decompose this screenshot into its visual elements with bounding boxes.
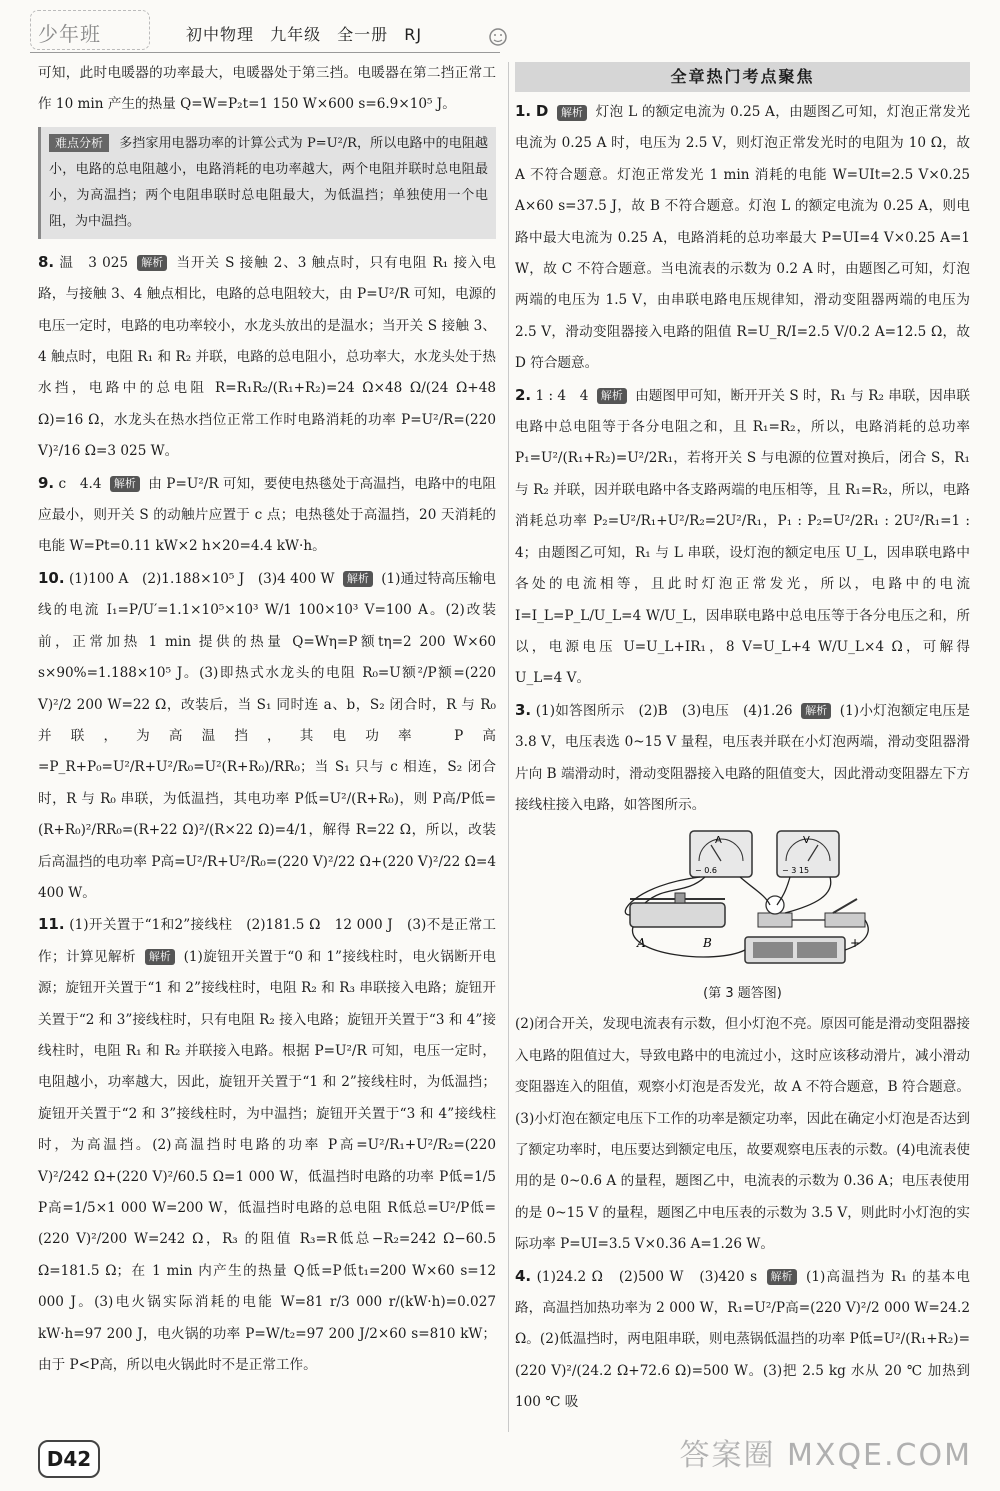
answer-value: (1)24.2 Ω (2)500 W (3)420 s bbox=[536, 1268, 758, 1285]
analysis-tag: 解析 bbox=[137, 255, 167, 271]
svg-text:A: A bbox=[715, 835, 722, 847]
analysis-text: 由题图甲可知，断开开关 S 时，R₁ 与 R₂ 串联，因串联电路中总电阻等于各分电阻之和，且 R₁=R₂，所以，电路消耗的总功率 P₁=U²/(R₁+R₂)=U²/2R₁，若将开关 S 与电源的位置对换后，闭合 S，R₁ 与 R₂ 并联，因并联电路中各支路两端的电压相等，且 R₁=R₂，所以，电路消耗总功率 P₂=U²/R₁+U²/R₂=2U²/R₁，P₁ : P₂=U²/2R₁ : 2U²/R₁=1 : 4；由题图乙可知，R₁ 与 L 串联，设灯泡的额定电压 U_L，因串联电路中各处的电流相等，且此时灯泡正常发光，所以，电路中的电流 I=I_L=P_L/U_L=4 W/U_L，因串联电路中总电压等于各分电压之和，所以，电源电压 U=U_L+IR₁，8 V=U_L+4 W/U_L×4 Ω，可解得 U_L=4 V。 bbox=[515, 387, 970, 687]
answer-3 bbox=[515, 695, 970, 822]
svg-text:+: + bbox=[850, 936, 861, 951]
analysis-text: (1)通过特高压输电线的电流 I₁=P/U′=1.1×10⁵×10³ W/1 100×10³ V=100 A。(2)改装前，正常加热 1 min 提供的热量 Q=Wη=P额tη=2 200 W×60 s×90%=1.188×10⁵ J。(3)即热式水龙头的电阻 R₀=U额²/P额=(220 V)²/2 200 W=22 Ω，改装后，当 S₁ 同时连 a、b，S₂ 闭合时，R 与 R₀ 并联，为高温挡，其电功率 P高=P_R+P₀=U²/R+U²/R₀=U²(R+R₀)/RR₀；当 S₁ 只与 c 相连，S₂ 闭合时，R 与 R₀ 串联，为低温挡，其电功率 P低=U²/(R+R₀)，则 P高/P低=(R+R₀)²/RR₀=(R+22 Ω)²/(R×22 Ω)=4/1，解得 R=22 Ω，所以，改装后高温挡的电功率 P高=U²/R+U²/R₀=(220 V)²/22 Ω+(220 V)²/22 Ω=4 400 W。 bbox=[38, 570, 496, 901]
analysis-tag: 解析 bbox=[767, 1269, 797, 1285]
answer-value: (1)100 A (2)1.188×10⁵ J (3)4 400 W bbox=[68, 570, 335, 587]
question-number: 2. bbox=[515, 385, 532, 404]
answer-value: 1 : 4 4 bbox=[535, 387, 589, 404]
svg-text:− 3 15: − 3 15 bbox=[782, 866, 810, 876]
question-number: 9. bbox=[38, 473, 55, 492]
analysis-text: (1)旋钮开关置于“0 和 1”接线柱时，电火锅断开电源；旋钮开关置于“1 和 2”接线柱时，电阻 R₂ 和 R₃ 串联接入电路；旋钮开关置于“2 和 3”接线柱时，只有电阻 R₂ 接入电路；旋钮开关置于“3 和 4”接线柱时，电阻 R₁ 和 R₂ 并联接入电路。根据 P=U²/R 可知，电压一定时，电阻越小，功率越大，因此，旋钮开关置于“1 和 2”接线柱时，为低温挡；旋钮开关置于“2 和 3”接线柱时，为中温挡；旋钮开关置于“3 和 4”接线柱时，为高温挡。(2)高温挡时电路的功率 P高=U²/R₁+U²/R₂=(220 V)²/242 Ω+(220 V)²/60.5 Ω=1 000 W，低温挡时电路的功率 P低=1/5 P高=1/5×1 000 W=200 W，低温挡时电路的总电阻 R低总=U²/P低=(220 V)²/200 W=242 Ω，R₃ 的阻值 R₃=R低总−R₂=242 Ω−60.5 Ω=181.5 Ω；在 1 min 内产生的热量 Q低=P低t₁=200 W×60 s=12 000 J。(3)电火锅实际消耗的电能 W=81 r/3 000 r/(kW·h)=0.027 kW·h=97 200 J，电火锅的功率 P=W/t₂=97 200 J/2×60 s=810 kW；由于 P<P高，所以电火锅此时不是正常工作。 bbox=[38, 948, 497, 1374]
brand-logo: 少年班 bbox=[38, 22, 101, 46]
svg-text:V: V bbox=[803, 835, 810, 847]
header-rule bbox=[30, 52, 500, 53]
analysis-text: (1)高温挡为 R₁ 的基本电路，高温挡加热功率为 2 000 W，R₁=U²/P高=(220 V)²/2 000 W=24.2 Ω。(2)低温挡时，两电阻串联，则电蒸锅低温挡的功率 P低=U²/(R₁+R₂)=(220 V)²/(24.2 Ω+72.6 Ω)=500 W。(3)把 2.5 kg 水从 20 ℃ 加热到 100 ℃ 吸 bbox=[515, 1268, 970, 1411]
analysis-tag: 解析 bbox=[801, 703, 831, 719]
answer-value: (1)开关置于“1和2”接线柱 (2)181.5 Ω 12 000 J (3)不是正常工作；计算见解析 bbox=[38, 917, 497, 965]
switch-icon bbox=[825, 899, 865, 927]
answer-value: 温 3 025 bbox=[59, 254, 129, 271]
analysis-tag: 解析 bbox=[145, 949, 175, 965]
question-number: 10. bbox=[38, 568, 65, 587]
answer-3-continued: (2)闭合开关，发现电流表有示数，但小灯泡不亮。原因可能是滑动变阻器接入电路的阻值过大，导致电路中的电流过小，这时应该移动滑片，减小滑动变阻器连入的阻值，观察小灯泡是否发光，故 A 不符合题意，B 符合题意。(3)小灯泡在额定电压下工作的功率是额定功率，因此在确定小灯泡是否达到了额定功率时，电压要达到额定电压，故要观察电压表的示数。(4)电流表使用的是 0~0.6 A 的量程，题图乙中，电流表的示数为 0.36 A；电压表使用的是 0~15 V 的量程，题图乙中电压表的示数为 3.5 V，则此时小灯泡的实际功率 P=UI=3.5 V×0.36 A=1.26 W。 bbox=[515, 1016, 970, 1253]
battery-icon bbox=[745, 936, 860, 963]
left-column bbox=[38, 58, 496, 1381]
answer-4 bbox=[515, 1261, 970, 1419]
question-number: 8. bbox=[38, 252, 55, 271]
watermark: 答案圈 MXQE.COM bbox=[679, 1438, 972, 1473]
mascot-icon bbox=[478, 24, 518, 50]
analysis-tag: 解析 bbox=[557, 105, 587, 121]
analysis-tag: 解析 bbox=[110, 476, 140, 492]
analysis-text: 灯泡 L 的额定电流为 0.25 A，由题图乙可知，灯泡正常发光电流为 0.25 A 时，电压为 2.5 V，则灯泡正常发光时的电阻为 10 Ω，故 A 不符合题意。灯泡正常发光 1 min 消耗的电能 W=UIt=2.5 V×0.25 A×60 s=37.5 J，故 B 不符合题意。灯泡 L 的额定电流为 0.25 A，则电路中最大电流为 0.25 A，电路消耗的总功率最大 P=UI=4 V×0.25 A=1 W，故 C 不符合题意。当电流表的示数为 0.2 A 时，由题图乙可知，灯泡两端的电压为 1.5 V，由串联电路电压规律知，滑动变阻器两端的电压为 2.5 V，滑动变阻器接入电路的阻值 R=U_R/I=2.5 V/0.2 A=12.5 Ω，故 D 符合题意。 bbox=[515, 104, 970, 372]
svg-text:B: B bbox=[703, 936, 712, 951]
page-number: D42 bbox=[38, 1440, 100, 1478]
circuit-diagram bbox=[515, 825, 970, 985]
note-text: 多挡家用电器功率的计算公式为 P=U²/R，所以电路中的电阻越小，电路的总电阻越小，电路消耗的电功率越大，两个电阻并联时总电阻最小，为高温挡；两个电阻串联时总电阻最大，为低温挡；单独使用一个电阻，为中温挡。 bbox=[49, 135, 489, 229]
book-info: 初中物理 九年级 全一册 RJ bbox=[186, 25, 423, 44]
question-number: 3. bbox=[515, 700, 532, 719]
analysis-text: 由 P=U²/R 可知，要使电热毯处于高温挡，电路中的电阻应最小，则开关 S 的动触片应置于 c 点；电热毯处于高温挡，20 天消耗的电能 W=Pt=0.11 kW×2 h×20=4.4 kW·h。 bbox=[38, 475, 496, 555]
page-header bbox=[0, 0, 1000, 56]
question-number: 11. bbox=[38, 915, 65, 934]
bulb-icon bbox=[758, 896, 792, 927]
column-divider bbox=[508, 62, 509, 1432]
question-number: 1. bbox=[515, 102, 532, 120]
analysis-text: (1)小灯泡额定电压是 3.8 V，电压表选 0~15 V 量程，电压表并联在小灯泡两端，滑动变阻器滑片向 B 端滑动时，滑动变阻器接入电路的阻值变大，因此滑动变阻器左下方接线柱接入电路，如答图所示。 bbox=[515, 702, 971, 813]
figure-caption: (第 3 题答图) bbox=[703, 986, 782, 1002]
answer-value: c 4.4 bbox=[58, 475, 102, 492]
question-number: 4. bbox=[515, 1266, 532, 1285]
voltmeter-icon bbox=[777, 831, 839, 877]
answer-2 bbox=[515, 380, 970, 695]
answer-10 bbox=[38, 563, 496, 909]
note-tag: 难点分析 bbox=[49, 134, 109, 152]
svg-text:A: A bbox=[637, 936, 646, 951]
answer-11 bbox=[38, 909, 496, 1381]
right-column bbox=[515, 62, 970, 1419]
ammeter-icon bbox=[690, 831, 752, 877]
answer-1 bbox=[515, 96, 970, 380]
circuit-figure bbox=[515, 825, 970, 1005]
analysis-tag: 解析 bbox=[343, 571, 373, 587]
difficulty-note bbox=[38, 127, 496, 239]
answer-value: D bbox=[535, 102, 549, 120]
answer-9 bbox=[38, 468, 496, 563]
section-title: 全章热门考点聚焦 bbox=[515, 62, 970, 92]
intro-paragraph: 可知，此时电暖器的功率最大，电暖器处于第三挡。电暖器在第二挡正常工作 10 min 产生的热量 Q=W=P₂t=1 150 W×600 s=6.9×10⁵ J。 bbox=[38, 65, 496, 113]
svg-text:− 0.6: − 0.6 bbox=[695, 866, 717, 876]
analysis-tag: 解析 bbox=[597, 388, 627, 404]
rheostat-icon bbox=[630, 893, 725, 950]
answer-8 bbox=[38, 247, 496, 468]
analysis-text: 当开关 S 接触 2、3 触点时，只有电阻 R₁ 接入电路，与接触 3、4 触点相比，电路的总电阻较大，由 P=U²/R 可知，电源的电压一定时，电路的电功率较小，水龙头放出的是温水；当开关 S 接触 3、4 触点时，电阻 R₁ 和 R₂ 并联，电路的总电阻小，总功率大，水龙头处于热水挡，电路中的总电阻 R=R₁R₂/(R₁+R₂)=24 Ω×48 Ω/(24 Ω+48 Ω)=16 Ω，水龙头在热水挡位正常工作时电路消耗的功率 P=U²/R=(220 V)²/16 Ω=3 025 W。 bbox=[38, 254, 496, 460]
answer-value: (1)如答图所示 (2)B (3)电压 (4)1.26 bbox=[535, 702, 793, 719]
